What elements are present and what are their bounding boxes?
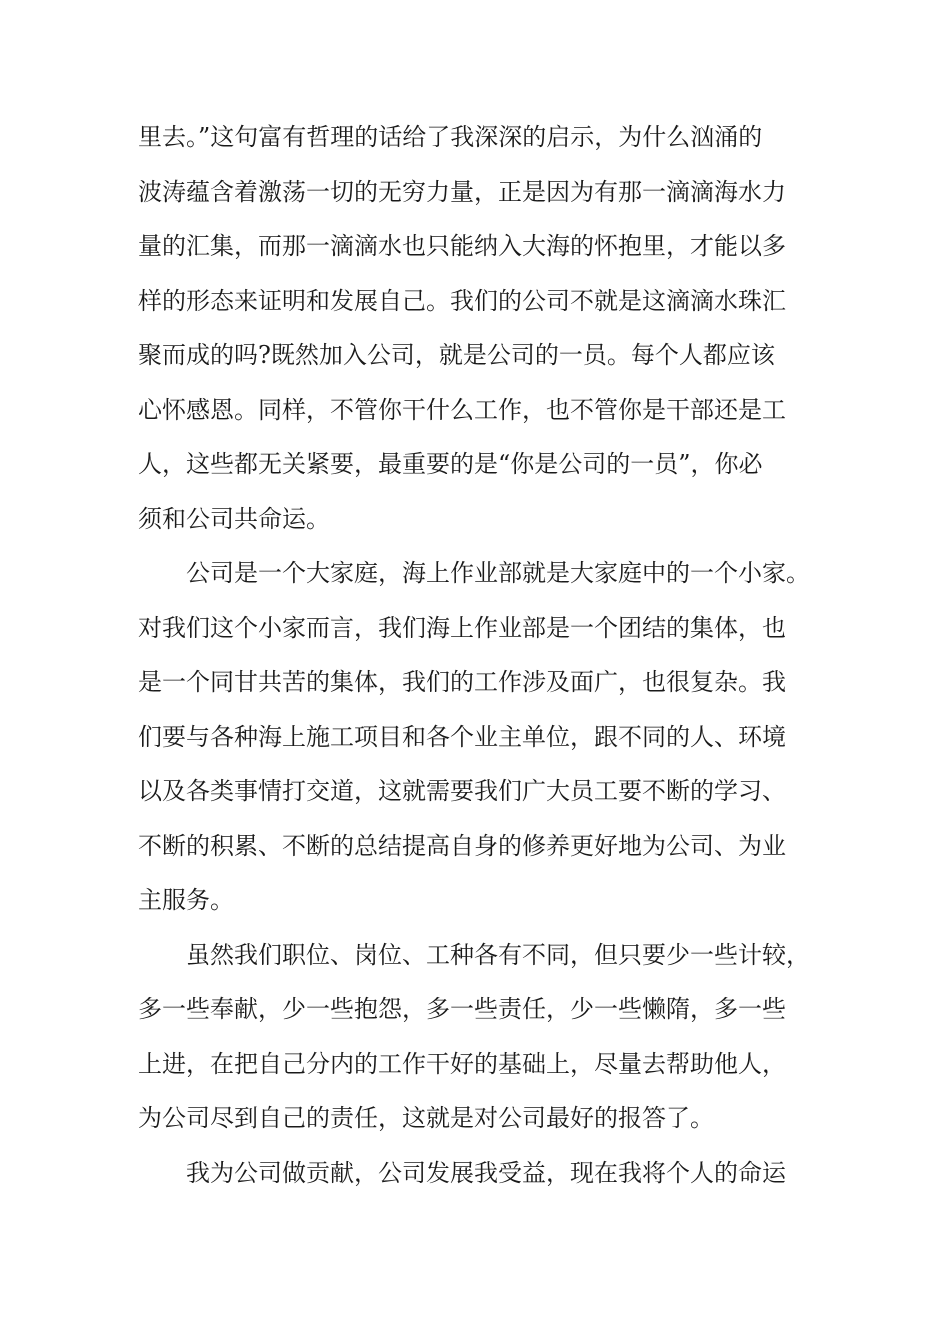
text-line: 心怀感恩。同样，不管你干什么工作，也不管你是干部还是工 [138, 395, 786, 424]
text-line: 们要与各种海上施工项目和各个业主单位，跟不同的人、环境 [138, 722, 786, 751]
text-line: 不断的积累、不断的总结提高自身的修养更好地为公司、为业 [138, 831, 786, 860]
text-line: 主服务。 [138, 886, 234, 914]
text-line: 虽然我们职位、岗位、工种各有不同，但只要少一些计较， [186, 940, 810, 969]
paragraph-4 [138, 1146, 838, 1201]
paragraph-1 [138, 110, 838, 546]
text-line: 以及各类事情打交道，这就需要我们广大员工要不断的学习、 [138, 777, 786, 805]
paragraph-3 [138, 928, 838, 1146]
text-line: 里去。”这句富有哲理的话给了我深深的启示，为什么汹涌的 [138, 123, 763, 151]
text-line: 样的形态来证明和发展自己。我们的公司不就是这滴滴水珠汇 [138, 286, 786, 315]
text-line: 聚而成的吗?既然加入公司，就是公司的一员。每个人都应该 [138, 341, 775, 369]
text-line: 上进，在把自己分内的工作干好的基础上，尽量去帮助他人， [138, 1049, 786, 1078]
paragraph-2 [138, 546, 838, 928]
document-body [138, 110, 838, 1200]
text-line: 公司是一个大家庭，海上作业部就是大家庭中的一个小家。 [186, 559, 810, 587]
text-line: 量的汇集，而那一滴滴水也只能纳入大海的怀抱里，才能以多 [138, 232, 786, 260]
text-line: 为公司尽到自己的责任，这就是对公司最好的报答了。 [138, 1104, 714, 1132]
text-line: 波涛蕴含着激荡一切的无穷力量，正是因为有那一滴滴海水力 [138, 177, 786, 206]
text-line: 须和公司共命运。 [138, 504, 330, 533]
text-line: 我为公司做贡献，公司发展我受益，现在我将个人的命运 [186, 1158, 786, 1187]
text-line: 人，这些都无关紧要，最重要的是“你是公司的一员”，你必 [138, 450, 763, 478]
text-line: 多一些奉献，少一些抱怨，多一些责任，少一些懒隋，多一些 [138, 995, 786, 1023]
text-line: 对我们这个小家而言，我们海上作业部是一个团结的集体，也 [138, 613, 786, 642]
text-line: 是一个同甘共苦的集体，我们的工作涉及面广，也很复杂。我 [138, 668, 786, 696]
